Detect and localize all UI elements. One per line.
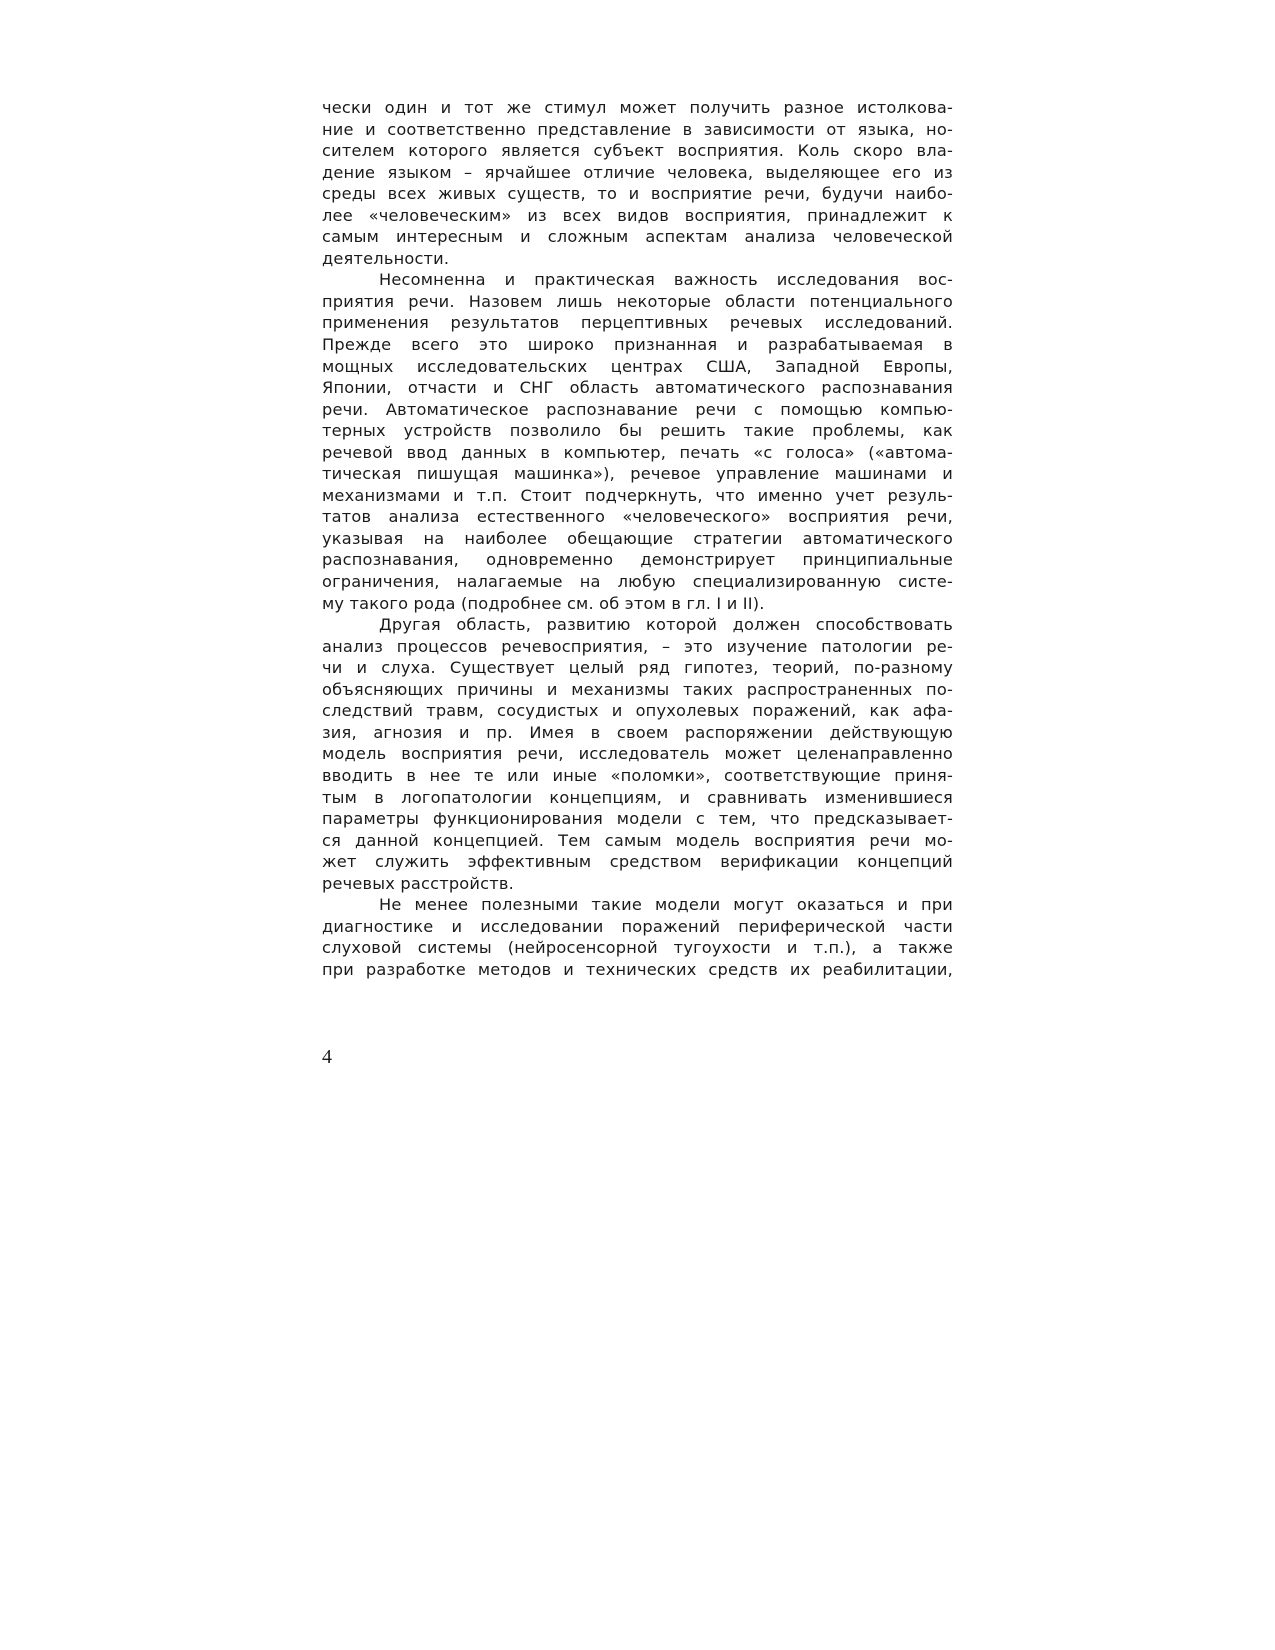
- text-line: терных устройств позволило бы решить такие проблемы, как: [322, 421, 953, 441]
- text-line: при разработке методов и технических средств их реабилитации,: [322, 959, 953, 979]
- text-line: жет служить эффективным средством верификации концепций: [322, 852, 953, 872]
- text-line: зия, агнозия и пр. Имея в своем распоряжении действующую: [322, 722, 953, 742]
- text-line: Японии, отчасти и СНГ область автоматического распознавания: [322, 378, 953, 398]
- paragraph: [322, 97, 953, 269]
- text-line: речи. Автоматическое распознавание речи с помощью компью-: [322, 399, 953, 419]
- text-line: приятия речи. Назовем лишь некоторые области потенциального: [322, 291, 953, 311]
- text-line: среды всех живых существ, то и восприятие речи, будучи наибо-: [322, 184, 953, 204]
- text-line: модель восприятия речи, исследователь может целенаправленно: [322, 744, 953, 764]
- text-line: татов анализа естественного «человеческого» восприятия речи,: [322, 507, 953, 527]
- text-line: чи и слуха. Существует целый ряд гипотез, теорий, по-разному: [322, 658, 953, 678]
- text-line: ограничения, налагаемые на любую специализированную систе-: [322, 572, 953, 592]
- text-line: дение языком – ярчайшее отличие человека, выделяющее его из: [322, 162, 953, 182]
- text-line: тым в логопатологии концепциям, и сравнивать изменившиеся: [322, 787, 953, 807]
- text-line: ся данной концепцией. Тем самым модель восприятия речи мо-: [322, 830, 953, 850]
- paragraph: [322, 614, 953, 894]
- text-line: Несомненна и практическая важность исследования вос-: [379, 270, 953, 290]
- text-line: речевой ввод данных в компьютер, печать «с голоса» («автома-: [322, 442, 953, 462]
- page-number: 4: [322, 1046, 332, 1068]
- text-line: указывая на наиболее обещающие стратегии автоматического: [322, 528, 953, 548]
- text-line: слуховой системы (нейросенсорной тугоухости и т.п.), а также: [322, 938, 953, 958]
- text-line: параметры функционирования модели с тем, что предсказывает-: [322, 809, 953, 829]
- text-line: му такого рода (подробнее см. об этом в гл. I и II).: [322, 593, 765, 613]
- text-line: сителем которого является субъект восприятия. Коль скоро вла-: [322, 141, 953, 161]
- text-line: вводить в нее те или иные «поломки», соответствующие приня-: [322, 765, 953, 785]
- text-line: распознавания, одновременно демонстрирует принципиальные: [322, 550, 953, 570]
- text-line: Не менее полезными такие модели могут оказаться и при: [379, 895, 953, 915]
- paragraph: [322, 269, 953, 614]
- text-line: диагностике и исследовании поражений периферической части: [322, 916, 953, 936]
- body-text: [322, 97, 953, 980]
- text-line: мощных исследовательских центрах США, Западной Европы,: [322, 356, 953, 376]
- text-line: Прежде всего это широко признанная и разрабатываемая в: [322, 335, 953, 355]
- text-line: речевых расстройств.: [322, 873, 514, 893]
- text-line: механизмами и т.п. Стоит подчеркнуть, что именно учет резуль-: [322, 485, 953, 505]
- text-line: применения результатов перцептивных речевых исследований.: [322, 313, 953, 333]
- text-line: тическая пишущая машинка»), речевое управление машинами и: [322, 464, 953, 484]
- text-line: ние и соответственно представление в зависимости от языка, но-: [322, 119, 953, 139]
- text-line: анализ процессов речевосприятия, – это изучение патологии ре-: [322, 636, 953, 656]
- text-line: лее «человеческим» из всех видов восприятия, принадлежит к: [322, 205, 953, 225]
- text-line: Другая область, развитию которой должен способствовать: [379, 615, 953, 635]
- text-line: деятельности.: [322, 248, 450, 268]
- text-line: чески один и тот же стимул может получить разное истолкова-: [322, 98, 953, 117]
- text-line: объясняющих причины и механизмы таких распространенных по-: [322, 679, 953, 699]
- text-line: самым интересным и сложным аспектам анализа человеческой: [322, 227, 953, 247]
- text-line: следствий травм, сосудистых и опухолевых поражений, как афа-: [322, 701, 953, 721]
- paragraph: [322, 894, 953, 980]
